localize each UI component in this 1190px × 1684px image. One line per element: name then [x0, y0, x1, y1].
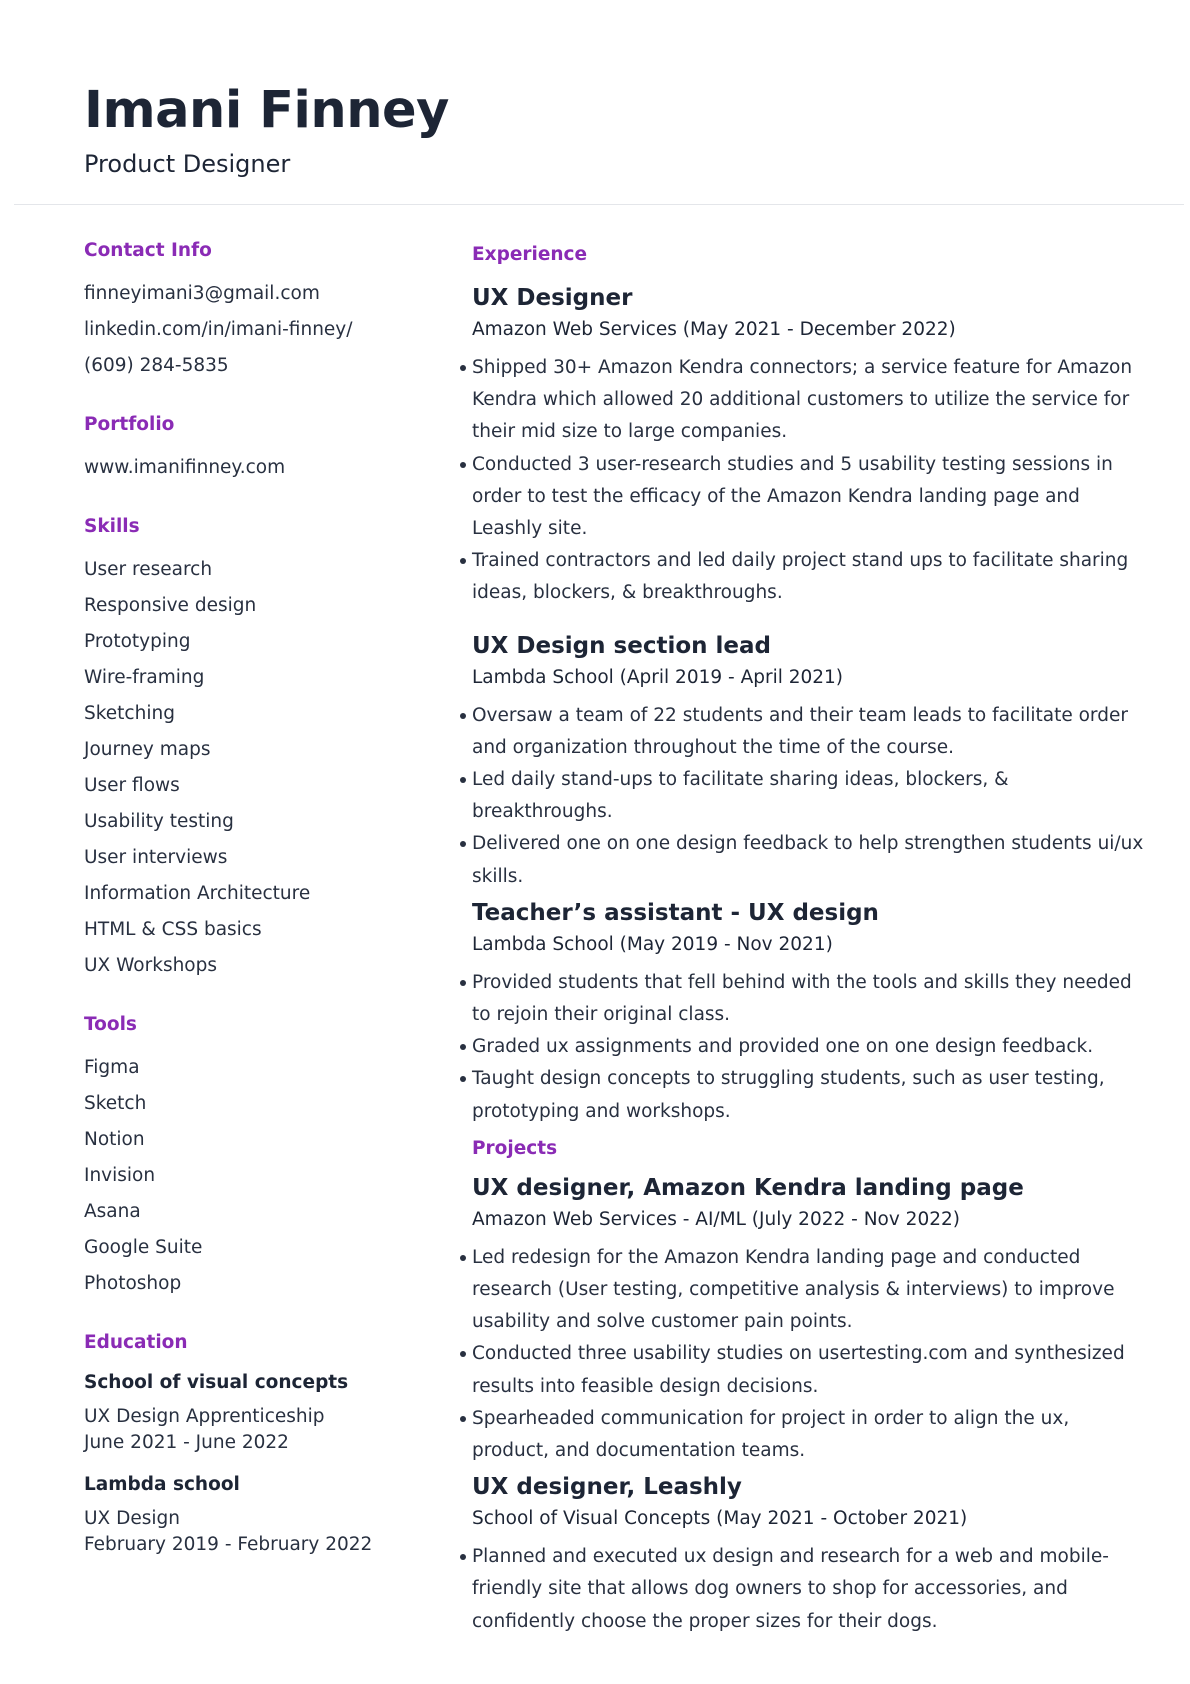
contact-heading: Contact Info: [84, 240, 212, 261]
project-title: UX designer, Amazon Kendra landing page: [472, 1174, 1024, 1201]
job-bullets: [472, 700, 1152, 893]
experience-entry: [472, 630, 1152, 893]
project-bullet: Conducted three usability studies on usertesting.com and synthesized results into feasible design decisions.: [472, 1338, 1152, 1402]
tools-section: [84, 1010, 414, 1302]
job-bullet: Conducted 3 user-research studies and 5 usability testing sessions in order to test the efficacy of the Amazon Kendra landing page and Leashly site.: [472, 449, 1152, 546]
job-org: Lambda School (April 2019 - April 2021): [472, 666, 844, 688]
portfolio-url: www.imanifinney.com: [84, 457, 286, 478]
job-bullet: Graded ux assignments and provided one on one design feedback.: [472, 1031, 1152, 1063]
right-column: [472, 240, 1152, 1642]
experience-entry: [472, 282, 1152, 610]
skill-item: User flows: [84, 775, 180, 796]
contact-linkedin: linkedin.com/in/imani-finney/: [84, 319, 353, 340]
skill-item: Prototyping: [84, 631, 191, 652]
tools-list: [84, 1050, 414, 1302]
skill-item: Responsive design: [84, 595, 257, 616]
tool-item: Asana: [84, 1201, 141, 1222]
project-bullets: [472, 1242, 1152, 1467]
education-program: UX Design: [84, 1508, 180, 1529]
education-heading: Education: [84, 1332, 188, 1353]
job-bullets: [472, 967, 1152, 1128]
portfolio-heading: Portfolio: [84, 414, 175, 435]
contact-phone: (609) 284-5835: [84, 355, 229, 376]
tools-heading: Tools: [84, 1014, 137, 1035]
resume-name: Imani Finney: [84, 81, 449, 140]
contact-email: finneyimani3@gmail.com: [84, 283, 320, 304]
job-bullet: Delivered one on one design feedback to help strengthen students ui/ux skills.: [472, 828, 1152, 892]
skill-item: Information Architecture: [84, 883, 311, 904]
skill-item: UX Workshops: [84, 955, 218, 976]
tool-item: Notion: [84, 1129, 145, 1150]
contact-section: [84, 236, 414, 384]
skill-item: Journey maps: [84, 739, 211, 760]
project-bullet: Led redesign for the Amazon Kendra landing page and conducted research (User testing, competitive analysis & interviews) to improve usability and solve customer pain points.: [472, 1242, 1152, 1339]
project-bullets: [472, 1541, 1152, 1638]
portfolio-list: [84, 450, 414, 486]
tool-item: Invision: [84, 1165, 156, 1186]
tool-item: Google Suite: [84, 1237, 203, 1258]
education-dates: June 2021 - June 2022: [84, 1432, 289, 1453]
education-school: School of visual concepts: [84, 1372, 349, 1393]
left-column: [84, 236, 414, 1584]
job-org: Lambda School (May 2019 - Nov 2021): [472, 933, 833, 955]
tool-item: Figma: [84, 1057, 140, 1078]
skill-item: Sketching: [84, 703, 175, 724]
experience-entry: [472, 897, 1152, 1128]
job-title: UX Design section lead: [472, 632, 771, 659]
contact-list: [84, 276, 414, 384]
project-bullet: Planned and executed ux design and research for a web and mobile-friendly site that allows dog owners to shop for accessories, and confidently choose the proper sizes for their dogs.: [472, 1541, 1152, 1638]
projects-heading: Projects: [472, 1137, 558, 1159]
education-section: [84, 1328, 414, 1558]
job-title: Teacher’s assistant - UX design: [472, 899, 879, 926]
resume-job-title: Product Designer: [84, 150, 291, 178]
header-divider: [14, 204, 1184, 205]
job-bullet: Led daily stand-ups to facilitate sharing ideas, blockers, & breakthroughs.: [472, 764, 1152, 828]
job-bullet: Oversaw a team of 22 students and their team leads to facilitate order and organization throughout the time of the course.: [472, 700, 1152, 764]
job-bullet: Shipped 30+ Amazon Kendra connectors; a service feature for Amazon Kendra which allowed 20 additional customers to utilize the service for their mid size to large companies.: [472, 352, 1152, 449]
experience-heading: Experience: [472, 244, 588, 265]
skill-item: Usability testing: [84, 811, 234, 832]
job-bullet: Taught design concepts to struggling students, such as user testing, prototyping and workshops.: [472, 1063, 1152, 1127]
skill-item: User interviews: [84, 847, 228, 868]
job-org: Amazon Web Services (May 2021 - December 2022): [472, 319, 956, 340]
project-title: UX designer, Leashly: [472, 1474, 742, 1501]
education-dates: February 2019 - February 2022: [84, 1534, 373, 1555]
project-org: School of Visual Concepts (May 2021 - October 2021): [472, 1508, 968, 1530]
job-bullets: [472, 352, 1152, 610]
education-school: Lambda school: [84, 1474, 240, 1495]
skill-item: User research: [84, 559, 213, 580]
project-bullet: Spearheaded communication for project in order to align the ux, product, and documentation teams.: [472, 1403, 1152, 1467]
tool-item: Photoshop: [84, 1273, 182, 1294]
skill-item: HTML & CSS basics: [84, 919, 262, 940]
tool-item: Sketch: [84, 1093, 147, 1114]
project-org: Amazon Web Services - AI/ML (July 2022 - Nov 2022): [472, 1208, 960, 1230]
project-entry: [472, 1471, 1152, 1638]
portfolio-section: [84, 410, 414, 486]
job-bullet: Trained contractors and led daily project stand ups to facilitate sharing ideas, blockers, & breakthroughs.: [472, 545, 1152, 609]
skill-item: Wire-framing: [84, 667, 205, 688]
skills-section: [84, 512, 414, 984]
education-program: UX Design Apprenticeship: [84, 1406, 325, 1427]
skills-heading: Skills: [84, 516, 140, 537]
job-bullet: Provided students that fell behind with the tools and skills they needed to rejoin their original class.: [472, 967, 1152, 1031]
job-title: UX Designer: [472, 285, 633, 311]
project-entry: [472, 1172, 1152, 1467]
skills-list: [84, 552, 414, 984]
